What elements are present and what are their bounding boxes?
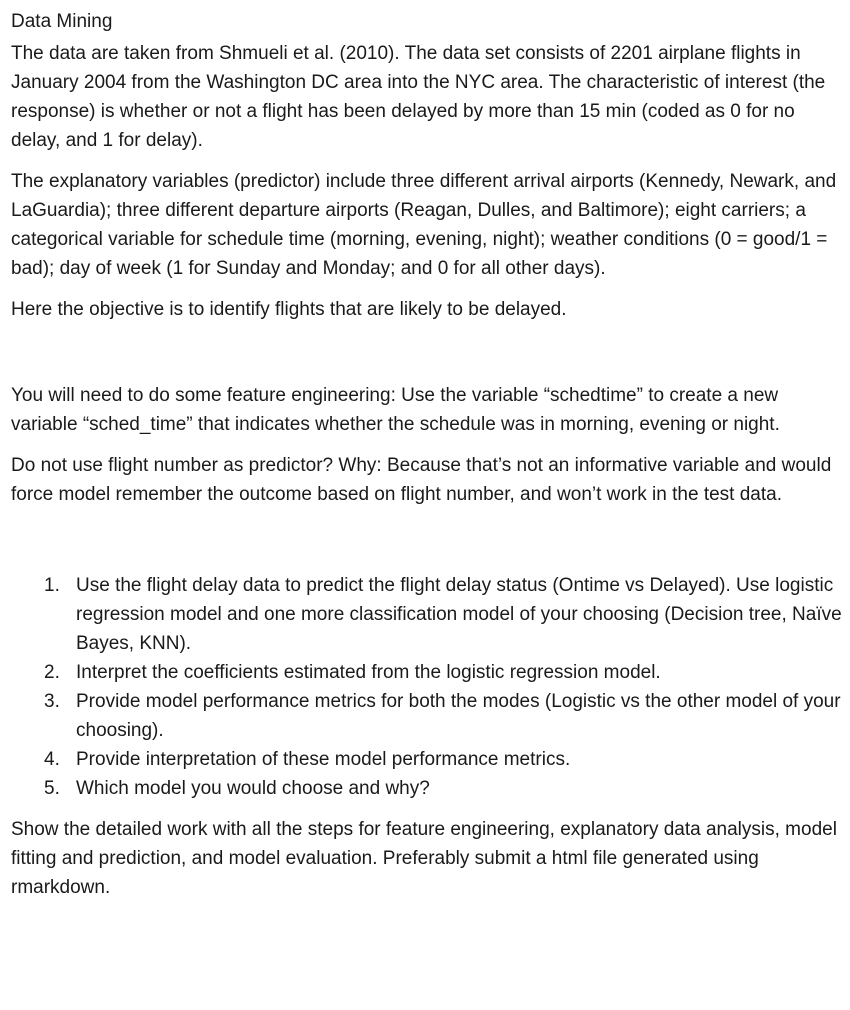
paragraph-flight-number-note: Do not use flight number as predictor? Why: Because that’s not an informative variable and would force model remember the outcome based on flight number, and won’t work in the test data.	[11, 455, 832, 505]
task-list-item	[11, 774, 842, 803]
paragraph-data-source: The data are taken from Shmueli et al. (2010). The data set consists of 2201 airplane flights in January 2004 from the Washington DC area into the NYC area. The characteristic of interest (the response) is whether or not a flight has been delayed by more than 15 min (coded as 0 for no delay, and 1 for delay).	[11, 43, 826, 151]
spacer	[11, 336, 842, 381]
task-list-item	[11, 745, 842, 774]
task-text: Interpret the coefficients estimated from the logistic regression model.	[76, 662, 661, 683]
paragraph-explanatory-variables: The explanatory variables (predictor) include three different arrival airports (Kennedy, Newark, and LaGuardia); three different departure airports (Reagan, Dulles, and Baltimore); eight carriers; a categorical variable for schedule time (morning, evening, night); weather conditions (0 = good/1 = bad); day of week (1 for Sunday and Monday; and 0 for all other days).	[11, 171, 837, 279]
task-number: 5.	[44, 778, 60, 799]
task-list	[11, 571, 842, 803]
task-text: Use the flight delay data to predict the flight delay status (Ontime vs Delayed). Use logistic regression model and one more classification model of your choosing (Decision tree, Naïve Bayes, KNN).	[76, 575, 842, 654]
paragraph-feature-engineering: You will need to do some feature engineering: Use the variable “schedtime” to create a new variable “sched_time” that indicates whether the schedule was in morning, evening or night.	[11, 385, 780, 435]
task-number: 3.	[44, 691, 60, 712]
task-text: Which model you would choose and why?	[76, 778, 430, 799]
document-title: Data Mining	[11, 11, 113, 32]
task-number: 2.	[44, 662, 60, 683]
task-list-item	[11, 687, 842, 745]
paragraph-objective: Here the objective is to identify flights that are likely to be delayed.	[11, 299, 567, 320]
spacer	[11, 521, 842, 571]
paragraph-submission-instructions: Show the detailed work with all the steps for feature engineering, explanatory data analysis, model fitting and prediction, and model evaluation. Preferably submit a html file generated using rmarkdown.	[11, 819, 837, 898]
task-list-item	[11, 658, 842, 687]
task-number: 4.	[44, 749, 60, 770]
task-text: Provide model performance metrics for both the modes (Logistic vs the other model of your choosing).	[76, 691, 841, 741]
task-list-item	[11, 571, 842, 658]
task-text: Provide interpretation of these model performance metrics.	[76, 749, 571, 770]
task-number: 1.	[44, 575, 60, 596]
